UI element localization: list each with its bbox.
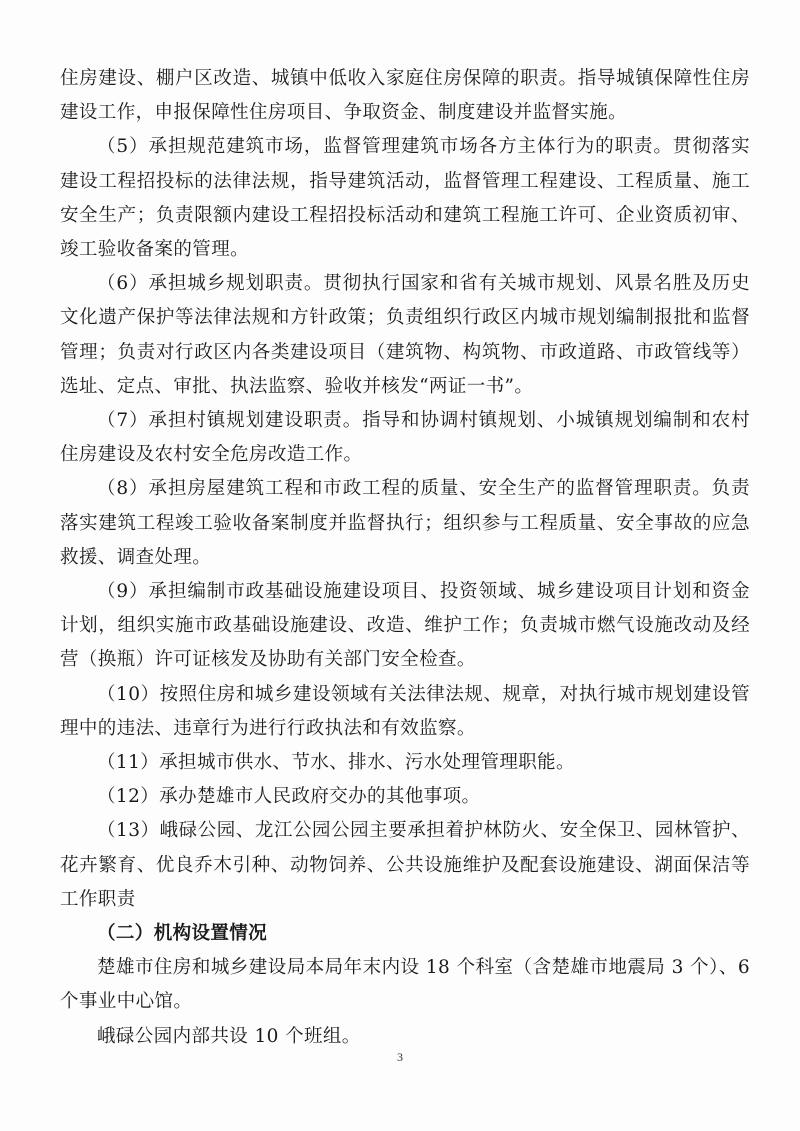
paragraph-item-6: （6）承担城乡规划职责。贯彻执行国家和省有关城市规划、风景名胜及历史文化遗产保护等法律法规和方针政策；负责组织行政区内城市规划编制报批和监督管理；负责对行政区内各类建设项目（建筑物、构筑物、市政道路、市政管线等）选址、定点、审批、执法监察、验收并核发“两证一书”。 (60, 273, 750, 397)
paragraph-park-teams: 峨碌公园内部共设 10 个班组。 (97, 1025, 361, 1047)
section-heading-organization: （二）机构设置情况 (97, 923, 268, 945)
paragraph-item-7: （7）承担村镇规划建设职责。指导和协调村镇规划、小城镇规划编制和农村住房建设及农村安全危房改造工作。 (60, 410, 750, 466)
paragraph-item-12: （12）承办楚雄市人民政府交办的其他事项。 (97, 786, 481, 808)
paragraph-item-9: （9）承担编制市政基础设施建设项目、投资领域、城乡建设项目计划和资金计划，组织实施市政基础设施建设、改造、维护工作；负责城市燃气设施改动及经营（换瓶）许可证核发及协助有关部门安全检查。 (60, 581, 750, 671)
document-body (60, 62, 750, 1054)
paragraph-item-11: （11）承担城市供水、节水、排水、污水处理管理职能。 (97, 752, 575, 774)
paragraph-item-8: （8）承担房屋建筑工程和市政工程的质量、安全生产的监督管理职责。负责落实建筑工程竣工验收备案制度并监督执行；组织参与工程质量、安全事故的应急救援、调查处理。 (60, 478, 750, 568)
paragraph-housing-security-continued: 住房建设、棚户区改造、城镇中低收入家庭住房保障的职责。指导城镇保障性住房建设工作，申报保障性住房项目、争取资金、制度建设并监督实施。 (60, 68, 750, 124)
paragraph-item-5: （5）承担规范建筑市场，监督管理建筑市场各方主体行为的职责。贯彻落实建设工程招投标的法律法规，指导建筑活动，监督管理工程建设、工程质量、施工安全生产；负责限额内建设工程招投标活动和建筑工程施工许可、企业资质初审、竣工验收备案的管理。 (60, 136, 750, 261)
paragraph-item-10: （10）按照住房和城乡建设领域有关法律法规、规章，对执行城市规划建设管理中的违法、违章行为进行行政执法和有效监察。 (60, 683, 750, 739)
paragraph-item-13: （13）峨碌公园、龙江公园公园主要承担着护林防火、安全保卫、园林管护、花卉繁育、优良乔木引种、动物饲养、公共设施维护及配套设施建设、湖面保洁等工作职责 (60, 820, 750, 910)
page-number: 3 (397, 1050, 403, 1064)
paragraph-organization-offices: 楚雄市住房和城乡建设局本局年末内设 18 个科室（含楚雄市地震局 3 个）、6 个事业中心馆。 (60, 957, 750, 1013)
